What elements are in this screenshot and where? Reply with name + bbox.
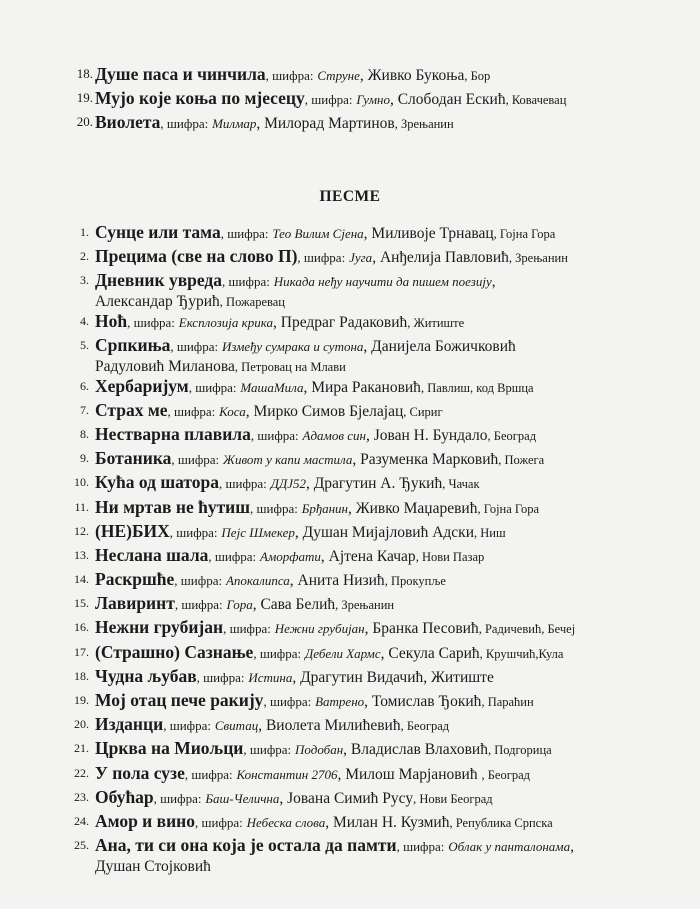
entry-author: , Владислав Влаховић	[343, 741, 488, 758]
entry-label: , шифра:	[167, 404, 216, 419]
entry-place: , Петровац на Млави	[234, 360, 346, 374]
entry-title: У пола сузе	[95, 763, 185, 783]
entry-author: , Анђелија Павловић	[372, 249, 509, 266]
entry-author: , Живко Маџаревић	[348, 500, 478, 517]
entry-author: , Анита Низић	[289, 572, 385, 589]
entry-place: , Гојна Гора	[477, 502, 540, 516]
poem-entry	[80, 376, 685, 398]
entry-title: Душе паса и чинчила	[95, 64, 266, 84]
poem-entry	[80, 448, 685, 470]
entry-number: 15.	[74, 596, 89, 610]
entry-code: Коса	[219, 404, 246, 419]
entry-place: , Радичевић, Бечеј	[478, 622, 576, 636]
poem-entry	[74, 690, 685, 712]
poem-entry	[80, 246, 685, 268]
entry-code: Ватрено	[315, 694, 365, 709]
poem-entry	[74, 497, 685, 519]
entry-code: Нежни грубијан	[274, 621, 365, 636]
entry-number: 8.	[80, 427, 89, 441]
poem-entry	[80, 424, 685, 446]
entry-place: , Подгорица	[487, 743, 552, 757]
entry-number: 23.	[74, 790, 89, 804]
entry-author: , Милан Н. Кузмић	[325, 814, 450, 831]
entry-author: , Слободан Ескић	[389, 91, 506, 108]
entry-title: Амор и вино	[95, 811, 196, 831]
entry-number: 5.	[80, 338, 89, 352]
entry-label: , шифра:	[170, 339, 219, 354]
entry-code: Истина	[248, 670, 293, 685]
entry-place: , Параћин	[481, 695, 534, 709]
entry-title: Ни мртав не ћутиш	[95, 497, 251, 517]
prose-entry	[76, 64, 685, 86]
entry-place: , Београд	[400, 719, 450, 733]
poem-entry	[74, 666, 685, 688]
prose-entry	[76, 112, 685, 134]
entry-author: , Миливоје Трнавац	[363, 225, 494, 242]
entry-code: Живот у капи мастила	[223, 452, 353, 467]
entry-label: , шифра:	[263, 694, 312, 709]
entry-title: Прецима (све на слово П)	[95, 246, 298, 266]
poem-entry	[80, 270, 685, 312]
entry-author: , Живко Букоња	[359, 67, 465, 84]
entry-place: , Република Српска	[449, 816, 553, 830]
entry-place: , Гојна Гора	[493, 227, 556, 241]
entry-number: 19.	[76, 90, 93, 105]
entry-title: Хербаријум	[95, 376, 189, 396]
entry-code: Дебели Хармс	[304, 646, 381, 661]
entry-title: Сунце или тама	[95, 222, 221, 242]
entry-author-continued: Душан Стојковић	[95, 858, 211, 875]
entry-code: Експлозија крика	[178, 315, 273, 330]
entry-label: , шифра:	[195, 815, 243, 830]
entry-code: Гумно	[356, 92, 390, 107]
entry-label: , шифра:	[196, 670, 245, 685]
poem-entry	[80, 400, 685, 422]
entry-label: , шифра:	[169, 525, 218, 540]
entry-code: Пејс Шмекер	[221, 525, 295, 540]
entry-title: Кућа од шатора	[95, 472, 220, 492]
entry-author: , Секула Сарић	[380, 645, 480, 662]
entry-number: 17.	[74, 645, 89, 659]
entry-label: , шифра:	[163, 718, 211, 733]
entry-label: , шифра:	[171, 452, 220, 467]
entry-title: (НЕ)БИХ	[95, 521, 170, 541]
entry-author: ,	[491, 273, 496, 290]
entry-code: Југа	[349, 250, 373, 265]
entry-label: , шифра:	[220, 226, 269, 241]
entry-title: Раскршће	[95, 569, 175, 589]
entry-label: , шифра:	[253, 646, 302, 661]
entry-code: Аморфати	[260, 549, 321, 564]
entry-label: , шифра:	[396, 839, 445, 854]
entry-place: , Ниш	[474, 526, 506, 540]
entry-label: , шифра:	[127, 315, 175, 330]
entry-number: 16.	[74, 620, 89, 634]
entry-label: , шифра:	[160, 116, 209, 131]
poem-entry	[74, 569, 685, 591]
poem-entry	[74, 738, 685, 760]
entry-code: Тео Вилим Сјена	[272, 226, 364, 241]
poem-entry	[74, 472, 685, 494]
entry-place: , Нови Пазар	[415, 550, 485, 564]
entry-author: , Предраг Радаковић	[273, 314, 408, 331]
entry-number: 1.	[80, 225, 89, 239]
entry-number: 18.	[74, 669, 89, 683]
entry-author: , Милош Марјановић	[337, 766, 482, 783]
entry-label: , шифра:	[153, 791, 202, 806]
entry-title: Српкиња	[95, 335, 171, 355]
entry-number: 2.	[80, 249, 89, 263]
entry-code: Облак у панталонама	[448, 839, 571, 854]
entry-code: ДДЈ52	[270, 476, 306, 491]
entry-code: Подобан	[295, 742, 344, 757]
entry-place: , Зрењанин	[394, 117, 454, 131]
entry-title: (Страшно) Сазнање	[95, 642, 254, 662]
entry-author: ,	[570, 838, 574, 855]
entry-place: , Београд	[487, 429, 537, 443]
poem-entry	[80, 311, 685, 333]
entry-author: , Мирко Симов Бјелајац	[245, 403, 404, 420]
poem-entry	[74, 763, 685, 785]
entry-title: Нестварна плавила	[95, 424, 251, 444]
entry-number: 22.	[74, 766, 89, 780]
entry-number: 13.	[74, 548, 89, 562]
entry-label: , шифра:	[297, 250, 346, 265]
entry-title: Мујо које коња по мјесецу	[95, 88, 305, 108]
entry-title: Нежни грубијан	[95, 617, 224, 637]
entry-title: Неслана шала	[95, 545, 209, 565]
entry-author: , Драгутин А. Ђукић	[305, 475, 443, 492]
entry-number: 20.	[76, 114, 93, 129]
entry-title: Ана, ти си она која је остала да памти	[95, 835, 397, 855]
entry-title: Виолета	[95, 112, 161, 132]
entry-number: 10.	[74, 475, 89, 489]
entry-place: , Зрењанин	[335, 598, 395, 612]
entry-number: 21.	[74, 741, 89, 755]
entry-place: , Пожега	[498, 453, 545, 467]
entry-label: , шифра:	[223, 621, 271, 636]
poem-entry	[74, 787, 685, 809]
entry-title: Страх ме	[95, 400, 168, 420]
entry-number: 11.	[74, 500, 89, 514]
entry-label: , шифра:	[265, 68, 314, 83]
entry-place: , Нови Београд	[413, 792, 493, 806]
entry-place: , Бор	[464, 69, 491, 83]
entry-code: Гора	[226, 597, 253, 612]
entry-label: , шифра:	[174, 573, 223, 588]
entry-label: , шифра:	[174, 597, 223, 612]
entry-author: , Душан Мијајловић Адски	[294, 524, 475, 541]
poem-entry	[74, 617, 685, 639]
entry-number: 25.	[74, 838, 89, 852]
entry-title: Дневник увреда	[95, 270, 223, 290]
poem-entry	[74, 521, 685, 543]
poem-entry	[74, 811, 685, 833]
entry-number: 7.	[80, 403, 89, 417]
entry-label: , шифра:	[222, 274, 270, 289]
entry-number: 9.	[80, 451, 89, 465]
entry-number: 18.	[76, 66, 93, 81]
entry-number: 20.	[74, 717, 89, 731]
entry-title: Црква на Миољци	[95, 738, 244, 758]
entry-code: Брђанин	[301, 501, 348, 516]
poem-entry	[80, 222, 685, 244]
entry-place: , Ковачевац	[505, 93, 567, 107]
entry-title: Ноћ	[95, 311, 128, 331]
entry-number: 14.	[74, 572, 89, 586]
poem-entry	[74, 835, 685, 877]
poem-entry	[74, 545, 685, 567]
entry-title: Ботаника	[95, 448, 172, 468]
entry-place: , Крушчић,Кула	[479, 647, 564, 661]
entry-code: Константин 2706	[236, 767, 338, 782]
entry-code: Између сумрака и сутона	[221, 339, 364, 354]
entry-title: Изданци	[95, 714, 164, 734]
entry-author: , Ајтена Качар	[320, 548, 416, 565]
entry-number: 6.	[80, 379, 89, 393]
entry-code: Апокалипса	[225, 573, 290, 588]
prose-entry	[76, 88, 685, 110]
entry-code: МашаМила	[240, 380, 304, 395]
entry-number: 3.	[80, 273, 89, 287]
entry-label: , шифра:	[184, 767, 233, 782]
poem-entry	[80, 335, 685, 377]
entry-author-continued: Александар Ђурић	[95, 293, 220, 310]
entry-label: , шифра:	[304, 92, 353, 107]
entry-label: , шифра:	[250, 428, 299, 443]
poem-entry	[74, 714, 685, 736]
entry-number: 24.	[74, 814, 89, 828]
entry-title: Мој отац пече ракију	[95, 690, 264, 710]
entry-place: , Павлиш, код Вршца	[420, 381, 534, 395]
entry-place: , Зрењанин	[508, 251, 568, 265]
entry-code: Струне	[317, 68, 360, 83]
entry-code: Свитац	[214, 718, 259, 733]
entry-author: , Виолета Милићевић	[258, 717, 401, 734]
entry-author: , Сава Белић	[252, 596, 336, 613]
entry-title: Чудна љубав	[95, 666, 197, 686]
entry-code: Баш-Челична	[205, 791, 280, 806]
entry-title: Обућар	[95, 787, 154, 807]
entry-author-continued: Радуловић Миланова	[95, 358, 235, 375]
entry-label: , шифра:	[219, 476, 267, 491]
entry-code: Милмар	[212, 116, 257, 131]
entry-author: , Томислав Ђокић	[364, 693, 482, 710]
entry-code: Небеска слова	[246, 815, 326, 830]
poem-entry	[74, 642, 685, 664]
entry-place: , Житиште	[407, 316, 465, 330]
entry-author: , Разуменка Марковић	[352, 451, 499, 468]
entry-code: Никада неђу научити да пишем поезију	[273, 274, 492, 289]
entry-number: 4.	[80, 314, 89, 328]
entry-label: , шифра:	[208, 549, 257, 564]
entry-title: Лавиринт	[95, 593, 175, 613]
entry-place: , Пожаревац	[219, 295, 285, 309]
entry-number: 12.	[74, 524, 89, 538]
entry-author: , Јована Симић Русу	[279, 790, 414, 807]
entry-number: 19.	[74, 693, 89, 707]
entry-label: , шифра:	[250, 501, 298, 516]
entry-label: , шифра:	[188, 380, 237, 395]
entry-place: , Београд	[481, 768, 530, 782]
entry-author: , Драгутин Видачић, Житиште	[292, 669, 494, 686]
poem-entry	[74, 593, 685, 615]
entry-author: , Бранка Песовић	[364, 620, 479, 637]
entry-place: , Прокупље	[384, 574, 446, 588]
poems-heading: ПЕСМЕ	[319, 188, 381, 205]
entry-author: , Мира Ракановић	[303, 379, 421, 396]
entry-label: , шифра:	[243, 742, 292, 757]
entry-place: , Сириг	[403, 405, 443, 419]
entry-author: , Данијела Божичковић	[363, 338, 516, 355]
entry-place: , Чачак	[442, 477, 480, 491]
entry-author: , Јован Н. Бундало	[365, 427, 488, 444]
entry-author: , Милорад Мартинов	[256, 115, 395, 132]
entry-code: Адамов син	[302, 428, 366, 443]
